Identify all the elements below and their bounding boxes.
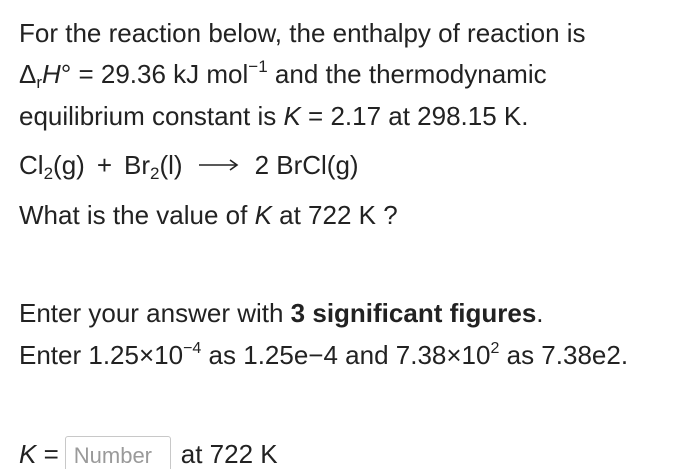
question-intro: For the reaction below, the enthalpy of reaction is xyxy=(19,18,586,48)
enthalpy-tail: and the thermodynamic xyxy=(267,59,547,89)
example-prefix: Enter 1.25×10 xyxy=(19,340,184,370)
example-exponent-2: 2 xyxy=(490,340,500,357)
question-suffix: at 722 K ? xyxy=(271,200,398,230)
product: 2 BrCl(g) xyxy=(254,150,359,180)
enthalpy-line xyxy=(19,57,547,91)
question-prefix: What is the value of xyxy=(19,200,255,230)
format-instruction xyxy=(19,338,628,372)
example-exponent-1: −4 xyxy=(183,340,202,357)
k-symbol: K xyxy=(254,200,272,230)
plus-sign: + xyxy=(96,150,112,180)
enthalpy-unit-exponent: −1 xyxy=(248,57,268,76)
answer-row xyxy=(19,436,278,469)
instruction-prefix: Enter your answer with xyxy=(19,298,291,328)
question-line xyxy=(19,198,398,232)
reaction-equation xyxy=(19,148,359,182)
k-symbol: K xyxy=(283,101,301,131)
reactant-2-subscript: 2 xyxy=(150,164,160,183)
equilibrium-value: = 2.17 at 298.15 K. xyxy=(300,101,529,131)
answer-k-label: K xyxy=(19,438,37,469)
answer-number-input[interactable] xyxy=(65,436,171,469)
example-suffix: as 7.38e2. xyxy=(499,340,629,370)
reactant-2-state: (l) xyxy=(159,150,183,180)
delta-subscript: r xyxy=(36,73,43,92)
reactant-1-subscript: 2 xyxy=(43,164,54,183)
reactant-2: Br xyxy=(124,150,150,180)
standard-degree: ° xyxy=(60,59,72,89)
sig-fig-emphasis: 3 significant figures xyxy=(290,298,537,328)
answer-equals: = xyxy=(36,438,59,469)
equilibrium-line xyxy=(19,99,529,133)
reactant-1-state: (g) xyxy=(53,150,85,180)
answer-suffix: at 722 K xyxy=(180,438,278,469)
delta-symbol: Δ xyxy=(19,59,37,89)
equilibrium-prefix: equilibrium constant is xyxy=(19,101,284,131)
instruction-period: . xyxy=(536,298,544,328)
reaction-arrow-icon xyxy=(199,158,239,172)
example-middle: as 1.25e−4 and 7.38×10 xyxy=(201,340,491,370)
enthalpy-symbol: H xyxy=(42,59,61,89)
enthalpy-value: = 29.36 kJ mol xyxy=(71,59,249,89)
reactant-1: Cl xyxy=(19,150,44,180)
sig-fig-instruction xyxy=(19,296,544,330)
